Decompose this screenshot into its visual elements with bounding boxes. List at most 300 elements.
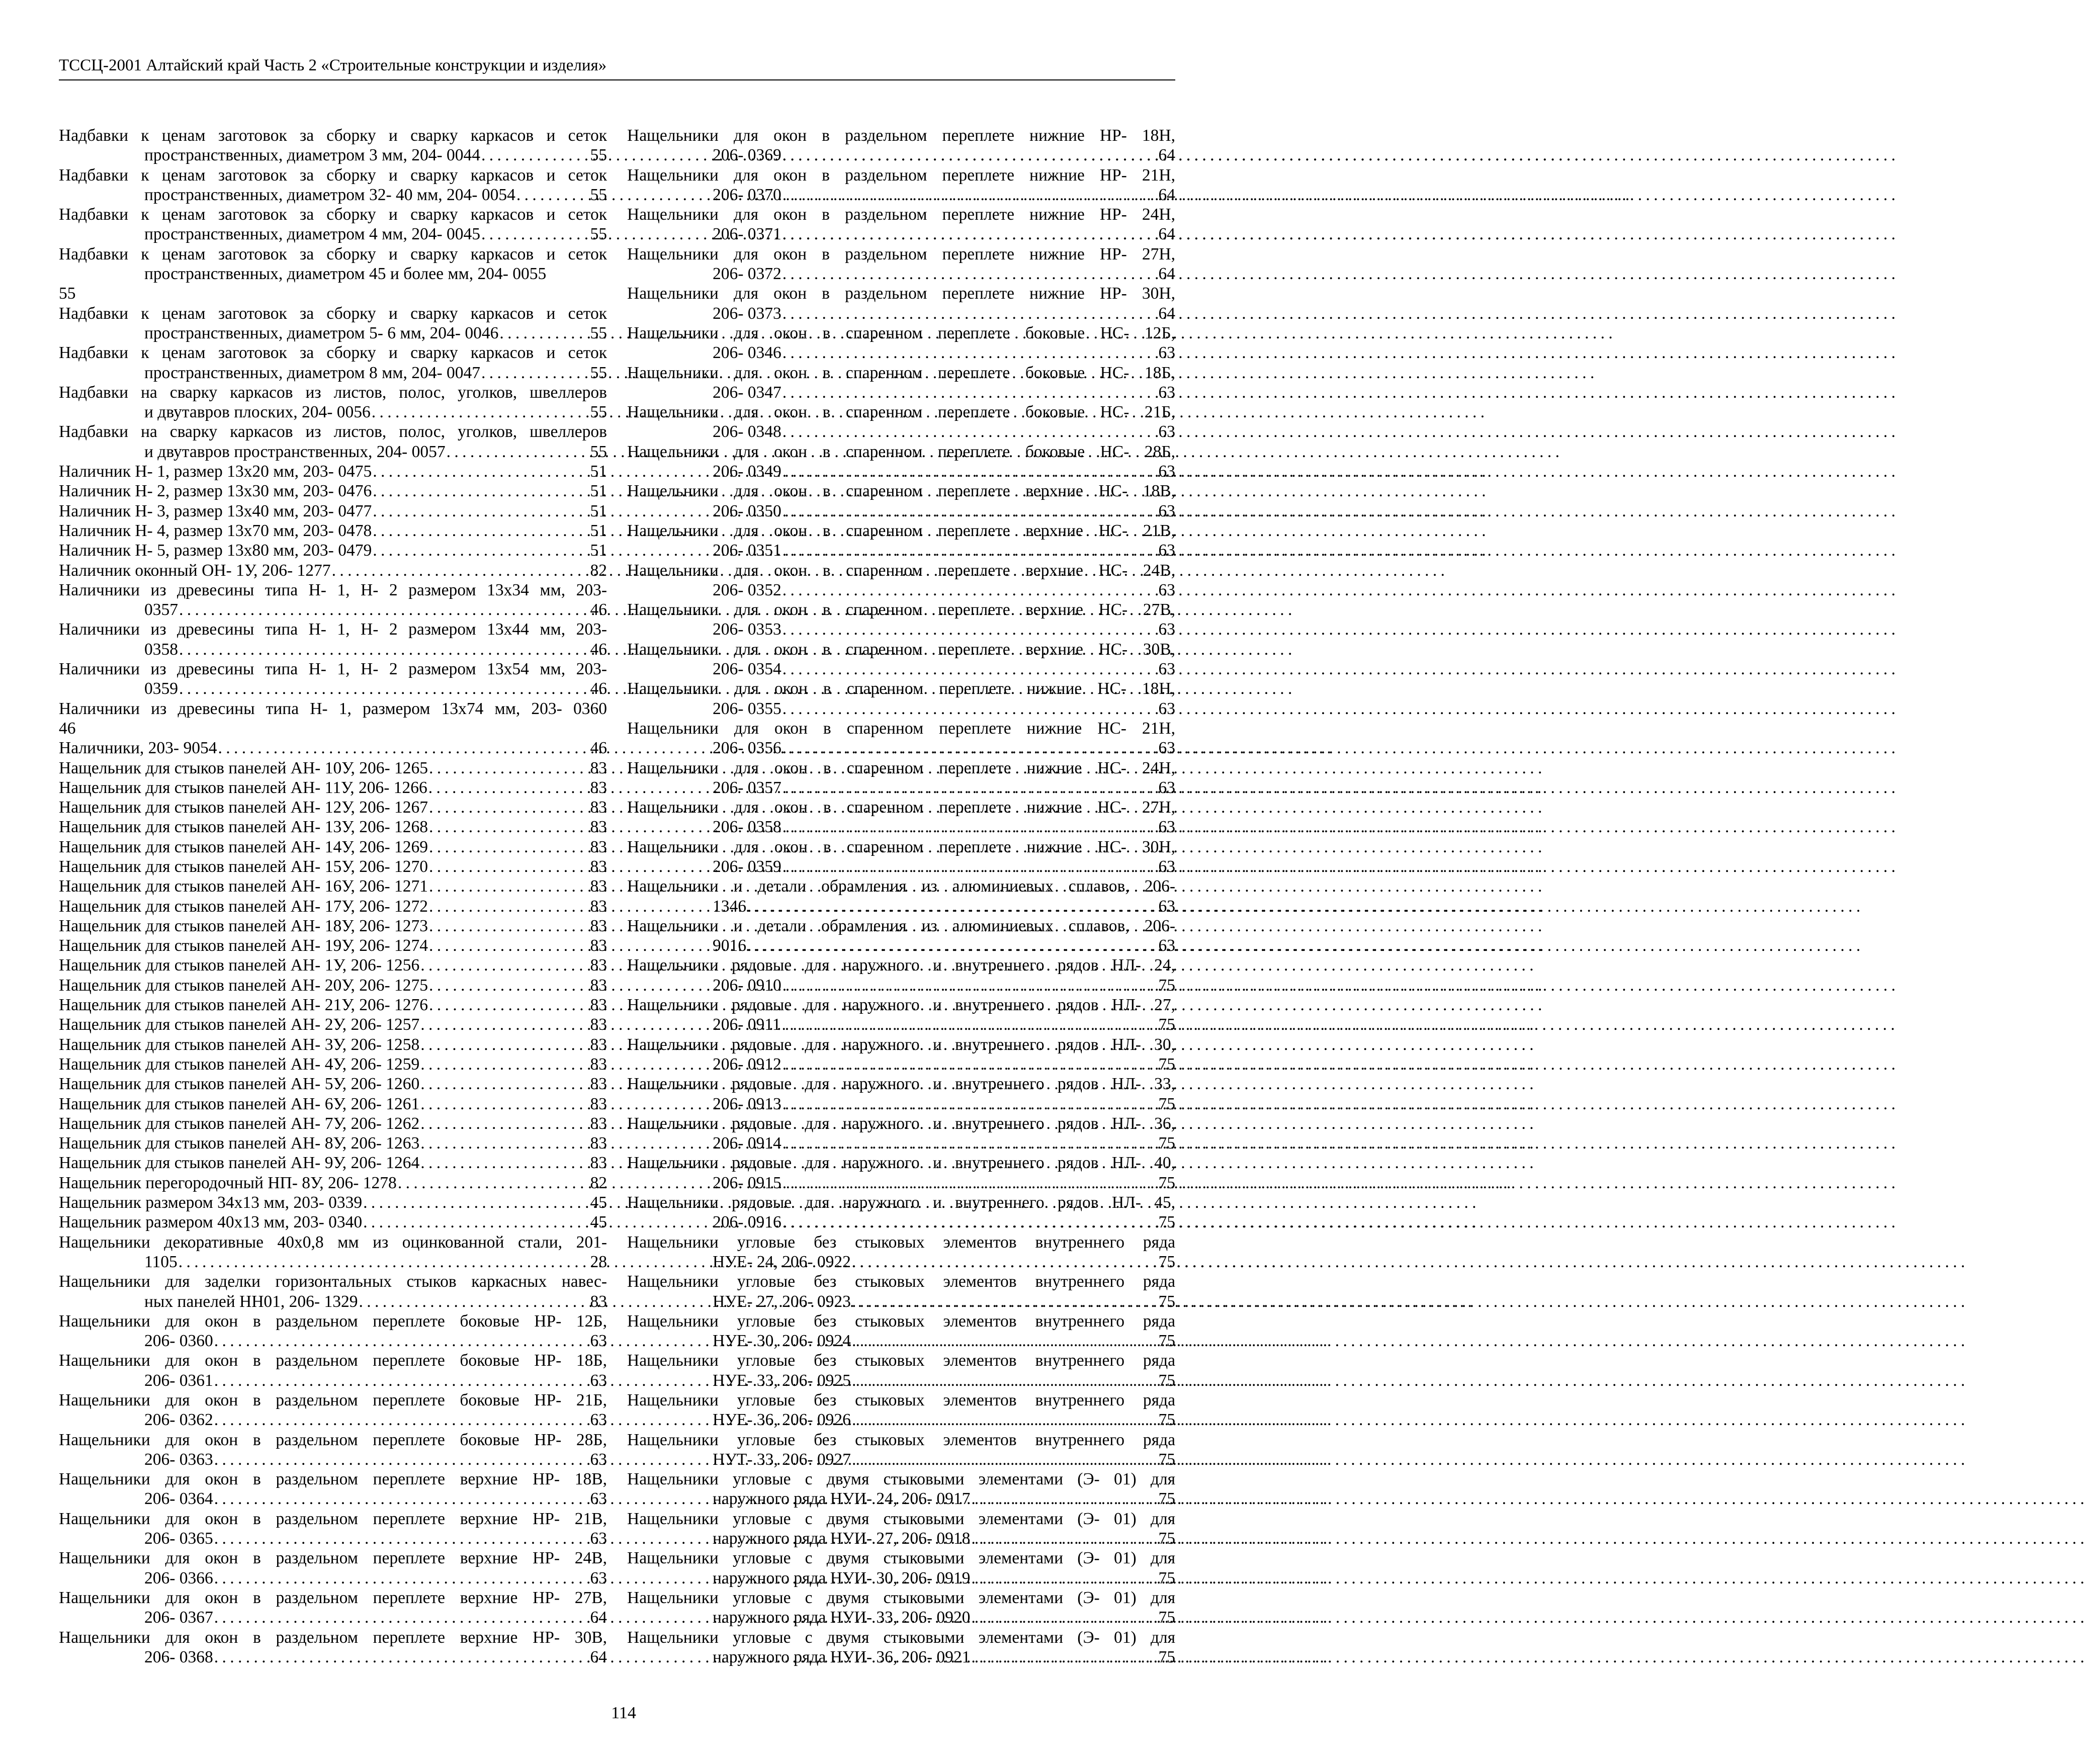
page-ref: 55 <box>590 442 607 461</box>
index-entry <box>59 916 607 936</box>
index-entry <box>59 758 607 778</box>
entry-text: Нащельники и детали обрамления из алюминиевых сплавов, 206- <box>627 916 1175 935</box>
index-entry <box>627 955 1175 995</box>
index-entry <box>627 1232 1175 1272</box>
index-entry <box>627 798 1175 837</box>
dot-leader <box>214 1568 589 1588</box>
entry-line <box>627 1548 1175 1568</box>
entry-text: Наличники из древесины типа Н- 1, Н- 2 размером 13х54 мм, 203- <box>59 660 607 679</box>
index-entry <box>59 995 607 1015</box>
entry-line-continued <box>627 1529 1175 1548</box>
entry-text: Нащельники для окон в спаренном переплете верхние НС- 24В, <box>627 561 1175 580</box>
entry-line <box>627 1193 1175 1212</box>
index-entry <box>627 876 1175 916</box>
entry-line <box>627 1351 1175 1370</box>
index-entry <box>59 541 607 560</box>
entry-line <box>59 383 607 402</box>
entry-line <box>627 165 1175 185</box>
page-ref: 75 <box>1158 976 1175 995</box>
dot-leader <box>429 857 589 876</box>
page-ref: 28 <box>590 1252 607 1271</box>
entry-text: Нащельник для стыков панелей АН- 13У, 206- 1268 <box>59 818 428 837</box>
entry-text: Нащельники для окон в раздельном переплете нижние НР- 18Н, <box>627 126 1175 145</box>
page-ref: 82 <box>590 561 607 580</box>
page-ref: 63 <box>590 1568 607 1587</box>
entry-text-continued: 206- 0348 <box>713 422 782 442</box>
entry-line <box>59 422 607 442</box>
entry-text: Нащельник для стыков панелей АН- 8У, 206- 1263 <box>59 1134 420 1153</box>
entry-line-continued <box>627 1410 1175 1430</box>
index-entry <box>59 481 607 501</box>
entry-text-continued: 206- 0364 <box>144 1489 213 1509</box>
dot-leader <box>359 1292 589 1311</box>
entry-line-continued <box>627 1292 1175 1311</box>
entry-text: Нащельник перегородочный НП- 8У, 206- 1278 <box>59 1173 397 1192</box>
entry-line <box>59 501 607 521</box>
index-entry <box>59 1212 607 1232</box>
entry-text-continued: 9016 <box>713 936 746 955</box>
entry-line <box>627 955 1175 975</box>
entry-text: Наличник Н- 2, размер 13х30 мм, 203- 0476 <box>59 482 372 501</box>
index-entry <box>59 955 607 975</box>
entry-line <box>627 1035 1175 1054</box>
entry-text-continued: 206- 0912 <box>713 1054 782 1074</box>
dot-leader <box>179 679 589 698</box>
index-entry <box>59 699 607 739</box>
page-ref: 83 <box>590 1015 607 1034</box>
index-entry <box>627 1588 1175 1628</box>
index-entry <box>59 876 607 896</box>
index-entry <box>59 1193 607 1212</box>
entry-text: Нащельники для окон в раздельном переплете боковые НР- 18Б, <box>59 1351 607 1370</box>
dot-leader <box>373 541 589 560</box>
entry-text: Нащельники декоративные 40х0,8 мм из оцинкованной стали, 201- <box>59 1232 607 1252</box>
entry-text: Нащельники для окон в спаренном переплете верхние НС- 18В, <box>627 482 1175 501</box>
entry-text-continued: 206- 0368 <box>144 1647 213 1666</box>
index-entry <box>627 1272 1175 1311</box>
entry-line-continued <box>59 363 607 383</box>
page-ref: 64 <box>590 1647 607 1666</box>
dot-leader <box>971 1568 1157 1588</box>
entry-text-continued: НУЕ- 33, 206- 0925 <box>713 1371 851 1390</box>
entry-text: Наличники из древесины типа Н- 1, размером 13х74 мм, 203- 0360 <box>59 699 607 718</box>
entry-text: Наличник Н- 4, размер 13х70 мм, 203- 0478 <box>59 521 372 540</box>
entry-text-continued: наружного ряда НУИ- 30, 206- 0919 <box>713 1568 971 1587</box>
page-ref: 83 <box>590 936 607 955</box>
page-ref: 63 <box>1158 857 1175 876</box>
entry-line-continued <box>59 1529 607 1548</box>
index-entry <box>627 600 1175 640</box>
entry-line-continued <box>59 224 607 244</box>
entry-text-continued: 206- 0911 <box>713 1015 781 1034</box>
index-entry <box>59 244 607 304</box>
entry-line <box>59 205 607 224</box>
entry-line <box>627 758 1175 778</box>
entry-line-continued <box>59 323 607 343</box>
entry-line-continued <box>59 1489 607 1509</box>
page-ref: 83 <box>590 818 607 837</box>
dot-leader <box>214 1331 589 1351</box>
page-ref: 83 <box>590 996 607 1015</box>
entry-line <box>59 976 607 995</box>
entry-line <box>59 798 607 817</box>
index-entry <box>627 1548 1175 1588</box>
entry-line-continued <box>59 442 607 462</box>
entry-text: Нащельники рядовые для наружного и внутреннего рядов НЛ- 27, <box>627 996 1175 1015</box>
entry-text-continued: НУТ- 33, 206- 0927 <box>713 1450 851 1469</box>
dot-leader <box>783 501 1158 521</box>
entry-line <box>59 857 607 876</box>
page-ref: 55 <box>59 284 76 303</box>
entry-line-continued <box>627 699 1175 719</box>
entry-line-continued <box>627 185 1175 205</box>
entry-text-continued: 0359 <box>144 679 178 698</box>
dot-leader <box>783 1094 1158 1114</box>
dot-leader <box>783 1133 1158 1153</box>
page-ref: 63 <box>1158 778 1175 797</box>
page-ref: 46 <box>59 719 76 738</box>
entry-text-continued: 0357 <box>144 600 178 620</box>
entry-line-continued <box>59 640 607 659</box>
index-entry <box>59 1628 607 1667</box>
page-ref: 83 <box>590 956 607 975</box>
page-ref: 83 <box>590 1094 607 1113</box>
dot-leader <box>499 323 589 343</box>
page-ref: 51 <box>590 462 607 481</box>
entry-line <box>627 679 1175 698</box>
index-entry <box>627 244 1175 284</box>
entry-text: Нащельники для окон в спаренном переплете верхние НС- 27В, <box>627 600 1175 620</box>
page-ref: 75 <box>1158 1371 1175 1390</box>
dot-leader <box>783 580 1158 600</box>
entry-line-continued <box>627 145 1175 165</box>
entry-line <box>627 561 1175 580</box>
entry-line-continued <box>627 264 1175 284</box>
entry-text: Нащельники угловые без стыковых элементов внутреннего ряда <box>627 1311 1175 1331</box>
entry-text: Нащельники для окон в раздельном переплете верхние НР- 24В, <box>59 1549 607 1568</box>
index-entry <box>59 1094 607 1114</box>
entry-text: Нащельник для стыков панелей АН- 18У, 206- 1273 <box>59 916 428 935</box>
entry-text: Нащельники угловые с двумя стыковыми элементами (Э- 01) для <box>627 1509 1175 1528</box>
entry-text-continued: наружного ряда НУИ- 27, 206- 0918 <box>713 1529 971 1548</box>
entry-text-continued: 206- 0362 <box>144 1410 213 1430</box>
entry-text-continued: 206- 0371 <box>713 225 782 244</box>
page-ref: 64 <box>1158 304 1175 323</box>
page-ref: 75 <box>1158 1134 1175 1153</box>
index-entry <box>627 1469 1175 1509</box>
dot-leader <box>783 778 1158 798</box>
dot-leader <box>429 897 589 916</box>
dot-leader <box>783 620 1158 639</box>
entry-line <box>627 442 1175 462</box>
index-entry <box>59 1430 607 1470</box>
dot-leader <box>783 857 1158 876</box>
dot-leader <box>783 383 1158 402</box>
entry-line-continued <box>59 145 607 165</box>
entry-line <box>627 205 1175 224</box>
index-entry <box>59 659 607 699</box>
entry-line <box>59 1094 607 1114</box>
entry-text: Наличник оконный ОН- 1У, 206- 1277 <box>59 561 331 580</box>
entry-text: Нащельники рядовые для наружного и внутреннего рядов НЛ- 36, <box>627 1114 1175 1133</box>
entry-text-continued: НУЕ- 24, 206- 0922 <box>713 1252 851 1271</box>
dot-leader <box>420 1133 589 1153</box>
index-entry <box>627 363 1175 403</box>
entry-line-continued <box>627 1450 1175 1469</box>
entry-line-continued <box>59 1292 607 1311</box>
dot-leader <box>782 1015 1158 1034</box>
entry-text: Надбавки на сварку каркасов из листов, полос, уголков, швеллеров <box>59 383 607 402</box>
dot-leader <box>420 1094 589 1114</box>
entry-line <box>59 244 607 264</box>
index-entry <box>59 1114 607 1133</box>
page-ref: 45 <box>590 1193 607 1212</box>
entry-line <box>59 1430 607 1450</box>
entry-text: Наличники из древесины типа Н- 1, Н- 2 размером 13х34 мм, 203- <box>59 580 607 599</box>
entry-text: Нащельник размером 34х13 мм, 203- 0339 <box>59 1193 363 1212</box>
index-entry <box>627 323 1175 363</box>
dot-leader <box>420 1054 589 1074</box>
index-entry <box>59 1035 607 1054</box>
dot-leader <box>783 817 1158 837</box>
entry-line <box>59 1193 607 1212</box>
entry-line <box>59 1035 607 1054</box>
entry-text-continued: пространственных, диаметром 45 и более мм, 204- 0055 <box>144 264 547 284</box>
entry-line-continued <box>59 264 607 284</box>
entry-text-continued: 206- 0353 <box>713 620 782 639</box>
index-entry <box>59 521 607 541</box>
entry-line-continued <box>627 462 1175 481</box>
entry-text-continued: 206- 0915 <box>713 1173 782 1192</box>
page-ref: 46 <box>590 739 607 758</box>
entry-text: Нащельники для окон в спаренном переплете боковые НС- 28Б, <box>627 442 1175 461</box>
page-ref: 75 <box>1158 1529 1175 1548</box>
dot-leader <box>783 185 1158 205</box>
page-ref: 46 <box>590 679 607 698</box>
entry-line-continued <box>59 185 607 205</box>
entry-line-continued <box>627 1094 1175 1114</box>
page-ref: 63 <box>590 1332 607 1351</box>
entry-line <box>59 1054 607 1074</box>
page-ref: 83 <box>590 1054 607 1074</box>
page-ref: 83 <box>590 1114 607 1133</box>
entry-line <box>627 402 1175 422</box>
dot-leader <box>214 1529 589 1548</box>
entry-line <box>627 284 1175 303</box>
dot-leader <box>516 185 589 205</box>
index-entry <box>59 1074 607 1094</box>
entry-line <box>627 1588 1175 1608</box>
page-ref: 83 <box>590 1154 607 1173</box>
dot-leader <box>783 1173 1158 1193</box>
entry-line <box>627 798 1175 817</box>
entry-text: Нащельники угловые с двумя стыковыми элементами (Э- 01) для <box>627 1549 1175 1568</box>
entry-line <box>59 1588 607 1608</box>
page-ref: 83 <box>590 877 607 896</box>
entry-text: Нащельники угловые с двумя стыковыми элементами (Э- 01) для <box>627 1628 1175 1647</box>
page-ref: 63 <box>1158 897 1175 916</box>
dot-leader <box>420 1153 589 1173</box>
entry-line <box>59 1015 607 1034</box>
entry-line <box>59 699 607 719</box>
entry-line <box>59 1133 607 1153</box>
entry-text: Нащельник для стыков панелей АН- 5У, 206- 1260 <box>59 1075 420 1094</box>
entry-line-continued <box>627 1212 1175 1232</box>
dot-leader <box>783 264 1158 284</box>
entry-text-continued: 206- 0914 <box>713 1134 782 1153</box>
page-ref: 83 <box>590 857 607 876</box>
index-entry <box>627 640 1175 679</box>
entry-line <box>59 521 607 541</box>
dot-leader <box>971 1489 1157 1509</box>
entry-text: Наличники из древесины типа Н- 1, Н- 2 размером 13х44 мм, 203- <box>59 620 607 639</box>
index-entry <box>627 995 1175 1035</box>
page-ref: 83 <box>590 1075 607 1094</box>
page-ref: 75 <box>1158 1332 1175 1351</box>
entry-line <box>627 1232 1175 1252</box>
entry-text: Нащельник для стыков панелей АН- 4У, 206- 1259 <box>59 1054 420 1074</box>
page-ref: 51 <box>590 521 607 540</box>
entry-line-continued <box>59 1568 607 1588</box>
entry-line-continued <box>627 1252 1175 1272</box>
dot-leader <box>429 817 589 837</box>
index-entry <box>627 837 1175 877</box>
dot-leader <box>429 876 589 896</box>
index-entry <box>59 738 607 758</box>
dot-leader <box>398 1173 589 1193</box>
dot-leader <box>214 1489 589 1509</box>
index-entry <box>59 798 607 817</box>
page-ref: 63 <box>1158 936 1175 955</box>
index-entry <box>59 1588 607 1628</box>
page-ref: 75 <box>1158 1213 1175 1232</box>
entry-text: Нащельники для окон в раздельном переплете верхние НР- 18В, <box>59 1470 607 1489</box>
dot-leader <box>783 699 1158 719</box>
entry-line-continued <box>627 817 1175 837</box>
dot-leader <box>214 1608 589 1627</box>
page-ref: 75 <box>1158 1292 1175 1311</box>
dot-leader <box>852 1410 1158 1430</box>
entry-line <box>59 126 607 145</box>
index-entry <box>59 205 607 244</box>
entry-line <box>627 1469 1175 1489</box>
page-ref: 55 <box>590 146 607 165</box>
index-entry <box>627 1628 1175 1667</box>
index-entry <box>627 126 1175 165</box>
dot-leader <box>429 758 589 778</box>
index-entry <box>627 284 1175 323</box>
entry-line-continued <box>627 501 1175 521</box>
entry-line-continued <box>627 1133 1175 1153</box>
entry-line-continued <box>627 659 1175 679</box>
page-ref: 75 <box>1158 1489 1175 1509</box>
index-entry <box>59 1351 607 1390</box>
index-entry <box>59 383 607 422</box>
entry-line <box>627 481 1175 501</box>
entry-text: Нащельники для окон в спаренном переплете верхние НС- 21В, <box>627 521 1175 540</box>
entry-line <box>59 876 607 896</box>
entry-line <box>59 1074 607 1094</box>
dot-leader <box>420 1035 589 1054</box>
entry-line <box>59 1232 607 1252</box>
entry-line-continued <box>627 1489 1175 1509</box>
page-ref: 63 <box>1158 660 1175 679</box>
page-ref: 45 <box>590 1213 607 1232</box>
dot-leader <box>852 1450 1158 1469</box>
dot-leader <box>373 462 589 481</box>
entry-line <box>59 995 607 1015</box>
index-entry <box>627 1351 1175 1390</box>
entry-line <box>59 1173 607 1193</box>
entry-line <box>627 1153 1175 1173</box>
entry-line <box>627 1390 1175 1410</box>
running-header: ТССЦ-2001 Алтайский край Часть 2 «Строительные конструкции и изделия» <box>59 56 607 74</box>
entry-line-continued <box>627 1054 1175 1074</box>
entry-line <box>59 541 607 560</box>
entry-line <box>627 916 1175 936</box>
entry-text-continued: 206- 0361 <box>144 1371 213 1390</box>
dot-leader <box>783 462 1158 481</box>
index-entry <box>627 719 1175 758</box>
dot-leader <box>214 1410 589 1430</box>
page-ref: 63 <box>1158 501 1175 520</box>
page-ref: 83 <box>590 916 607 935</box>
index-entry <box>59 165 607 205</box>
page-ref: 63 <box>590 1489 607 1509</box>
dot-leader <box>420 1114 589 1133</box>
page-ref: 64 <box>1158 264 1175 284</box>
dot-leader <box>179 600 589 620</box>
dot-leader <box>747 897 1158 916</box>
dot-leader <box>783 1212 1158 1232</box>
entry-text: Нащельник для стыков панелей АН- 7У, 206- 1262 <box>59 1114 420 1133</box>
entry-text: Нащельники для окон в раздельном переплете верхние НР- 30В, <box>59 1628 607 1647</box>
entry-text-continued: 206- 0365 <box>144 1529 213 1548</box>
page-ref: 64 <box>590 1608 607 1627</box>
page-ref: 51 <box>590 501 607 520</box>
entry-text: Наличник Н- 3, размер 13х40 мм, 203- 0477 <box>59 501 372 520</box>
entry-line <box>627 521 1175 541</box>
entry-line-continued <box>627 224 1175 244</box>
entry-line <box>627 323 1175 343</box>
entry-text: Нащельники для окон в раздельном переплете нижние НР- 27Н, <box>627 244 1175 263</box>
entry-text-continued: 206- 0913 <box>713 1094 782 1113</box>
page-ref: 64 <box>1158 146 1175 165</box>
dot-leader <box>852 1252 1158 1272</box>
entry-line <box>59 738 607 758</box>
entry-line <box>627 1509 1175 1529</box>
page-ref: 75 <box>1158 1252 1175 1271</box>
entry-line <box>59 1153 607 1173</box>
index-entry <box>59 304 607 343</box>
entry-line <box>59 620 607 639</box>
entry-text-continued: наружного ряда НУИ- 33, 206- 0920 <box>713 1608 971 1627</box>
dot-leader <box>420 1015 589 1034</box>
dot-leader <box>332 561 589 580</box>
entry-line <box>627 1074 1175 1094</box>
index-entry <box>627 916 1175 956</box>
entry-text: Нащельник размером 40х13 мм, 203- 0340 <box>59 1213 363 1232</box>
entry-text: Нащельники рядовые для наружного и внутреннего рядов НЛ- 33, <box>627 1075 1175 1094</box>
entry-text: Нащельники для окон в спаренном переплете нижние НС- 21Н, <box>627 719 1175 738</box>
entry-text-continued: 206- 0358 <box>713 818 782 837</box>
entry-line-continued <box>627 936 1175 955</box>
index-entry <box>627 1035 1175 1075</box>
index-entry <box>59 837 607 857</box>
entry-line-continued <box>59 1410 607 1430</box>
page-ref: 46 <box>590 600 607 620</box>
page-ref: 55 <box>590 363 607 382</box>
